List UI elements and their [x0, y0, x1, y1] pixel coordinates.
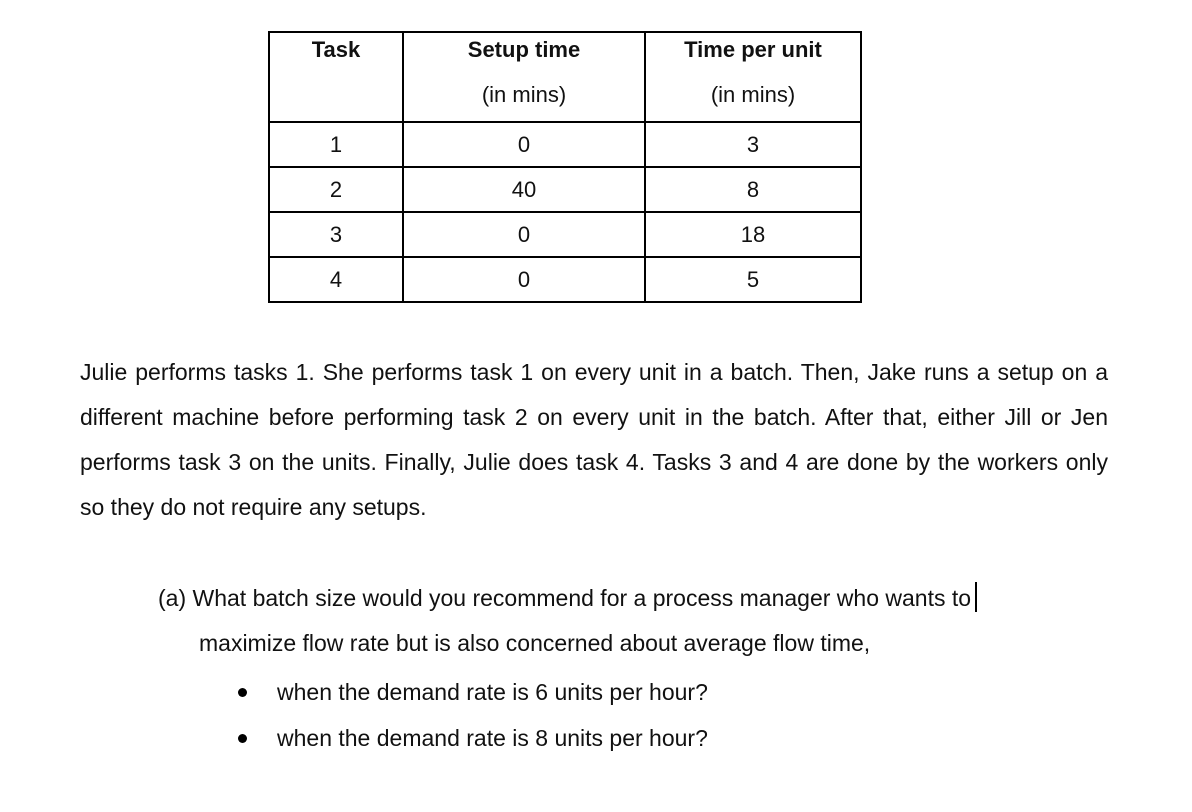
cell-task: 4: [269, 257, 403, 302]
cell-task: 3: [269, 212, 403, 257]
bullet-icon: [238, 688, 247, 697]
cell-time-per-unit: 8: [645, 167, 861, 212]
cell-setup-time: 0: [403, 257, 645, 302]
header-time-per-unit: [645, 32, 861, 122]
cell-time-per-unit: 18: [645, 212, 861, 257]
table-row: [269, 167, 861, 212]
table-row: [269, 122, 861, 167]
header-task: [269, 32, 403, 122]
question-a: [158, 576, 1118, 666]
cell-task: 2: [269, 167, 403, 212]
question-bullets: [232, 669, 708, 761]
bullet-text: when the demand rate is 6 units per hour?: [277, 679, 708, 705]
cell-setup-time: 0: [403, 212, 645, 257]
list-item: [232, 669, 708, 715]
header-unit: (in mins): [481, 82, 567, 107]
cell-time-per-unit: 5: [645, 257, 861, 302]
bullet-icon: [238, 734, 247, 743]
table-row: [269, 212, 861, 257]
table-header-row: [269, 32, 861, 122]
problem-description: Julie performs tasks 1. She performs task 1 on every unit in a batch. Then, Jake runs a setup on a different machine before performing task 2 on every unit in the batch. After that, either Jill or Jen performs task 3 on the units. Finally, Julie does task 4. Tasks 3 and 4 are done by the workers only so they do not require any setups.: [80, 359, 1108, 520]
question-text-1: (a) What batch size would you recommend for a process manager who wants to: [158, 585, 972, 611]
header-setup-time: [403, 32, 645, 122]
question-line-2: maximize flow rate but is also concerned about average flow time,: [199, 630, 871, 656]
task-times-table: [268, 31, 862, 303]
table-row: [269, 257, 861, 302]
cell-time-per-unit: 3: [645, 122, 861, 167]
header-label: Time per unit: [684, 37, 822, 62]
header-unit: (in mins): [710, 82, 796, 107]
cell-setup-time: 0: [403, 122, 645, 167]
question-line-1: [158, 576, 1118, 621]
bullet-text: when the demand rate is 8 units per hour?: [277, 725, 708, 751]
cell-task: 1: [269, 122, 403, 167]
cell-setup-time: 40: [403, 167, 645, 212]
text-cursor: [975, 582, 977, 612]
header-label: Task: [311, 37, 361, 62]
header-label: Setup time: [467, 37, 581, 62]
list-item: [232, 715, 708, 761]
